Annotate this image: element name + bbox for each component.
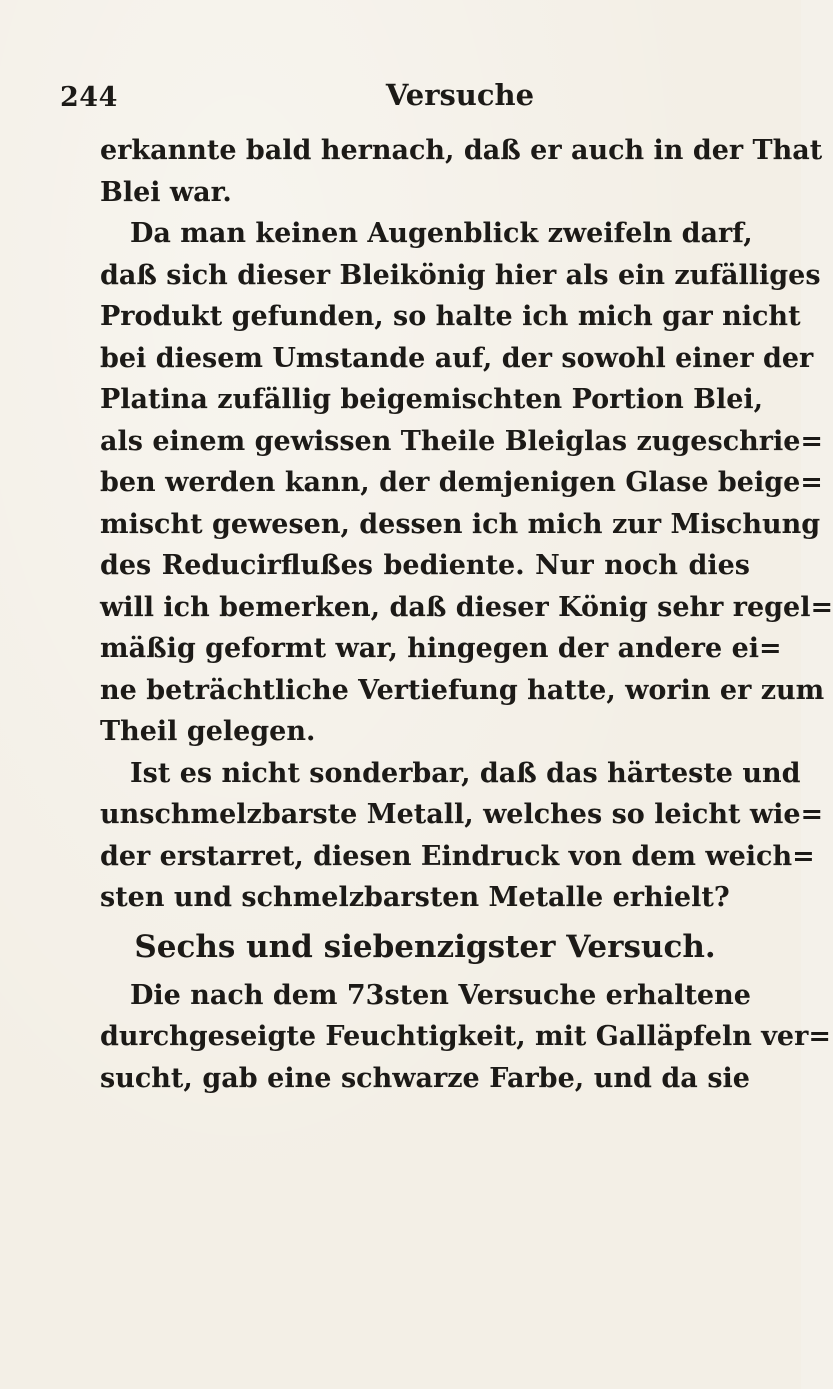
text-line: Blei war. — [100, 176, 232, 208]
running-title: Versuche — [385, 78, 535, 112]
text-line: mischt gewesen, dessen ich mich zur Mischung — [100, 508, 821, 540]
text-line: Da man keinen Augenblick zweifeln darf, — [130, 218, 753, 249]
text-line: bei diesem Umstande auf, der sowohl einer der — [100, 342, 814, 374]
text-line: sucht, gab eine schwarze Farbe, und da sie — [100, 1062, 750, 1094]
section-heading: Sechs und siebenzigster Versuch. — [134, 928, 716, 965]
text-line: will ich bemerken, daß dieser König sehr regel= — [100, 591, 833, 623]
text-line: als einem gewissen Theile Bleiglas zugeschrie= — [100, 425, 824, 457]
text-line: durchgeseigte Feuchtigkeit, mit Galläpfeln ver= — [100, 1021, 831, 1052]
text-line: Theil gelegen. — [100, 716, 316, 747]
text-line: des Reducirflußes bediente. Nur noch dies — [100, 550, 750, 581]
text-line: mäßig geformt war, hingegen der andere ei= — [100, 633, 782, 664]
text-line: erkannte bald hernach, daß er auch in der That — [100, 135, 823, 166]
text-line: daß sich dieser Bleikönig hier als ein zufälliges — [100, 259, 821, 291]
page-number: 244 — [60, 82, 118, 113]
text-line: unschmelzbarste Metall, welches so leicht wie= — [100, 799, 824, 830]
text-line: Platina zufällig beigemischten Portion Blei, — [100, 384, 764, 415]
text-line: Produkt gefunden, so halte ich mich gar nicht — [100, 301, 801, 332]
text-line: ben werden kann, der demjenigen Glase beige= — [100, 467, 823, 498]
text-line: ne beträchtliche Vertiefung hatte, worin er zum — [100, 674, 825, 706]
running-head — [0, 60, 801, 113]
text-line: der erstarret, diesen Eindruck von dem weich= — [100, 840, 815, 872]
text-line: Die nach dem 73sten Versuche erhaltene — [130, 979, 751, 1011]
text-line: Ist es nicht sonderbar, daß das härteste und — [130, 757, 801, 789]
text-line: sten und schmelzbarsten Metalle erhielt? — [100, 882, 730, 913]
body-text — [100, 130, 833, 1099]
